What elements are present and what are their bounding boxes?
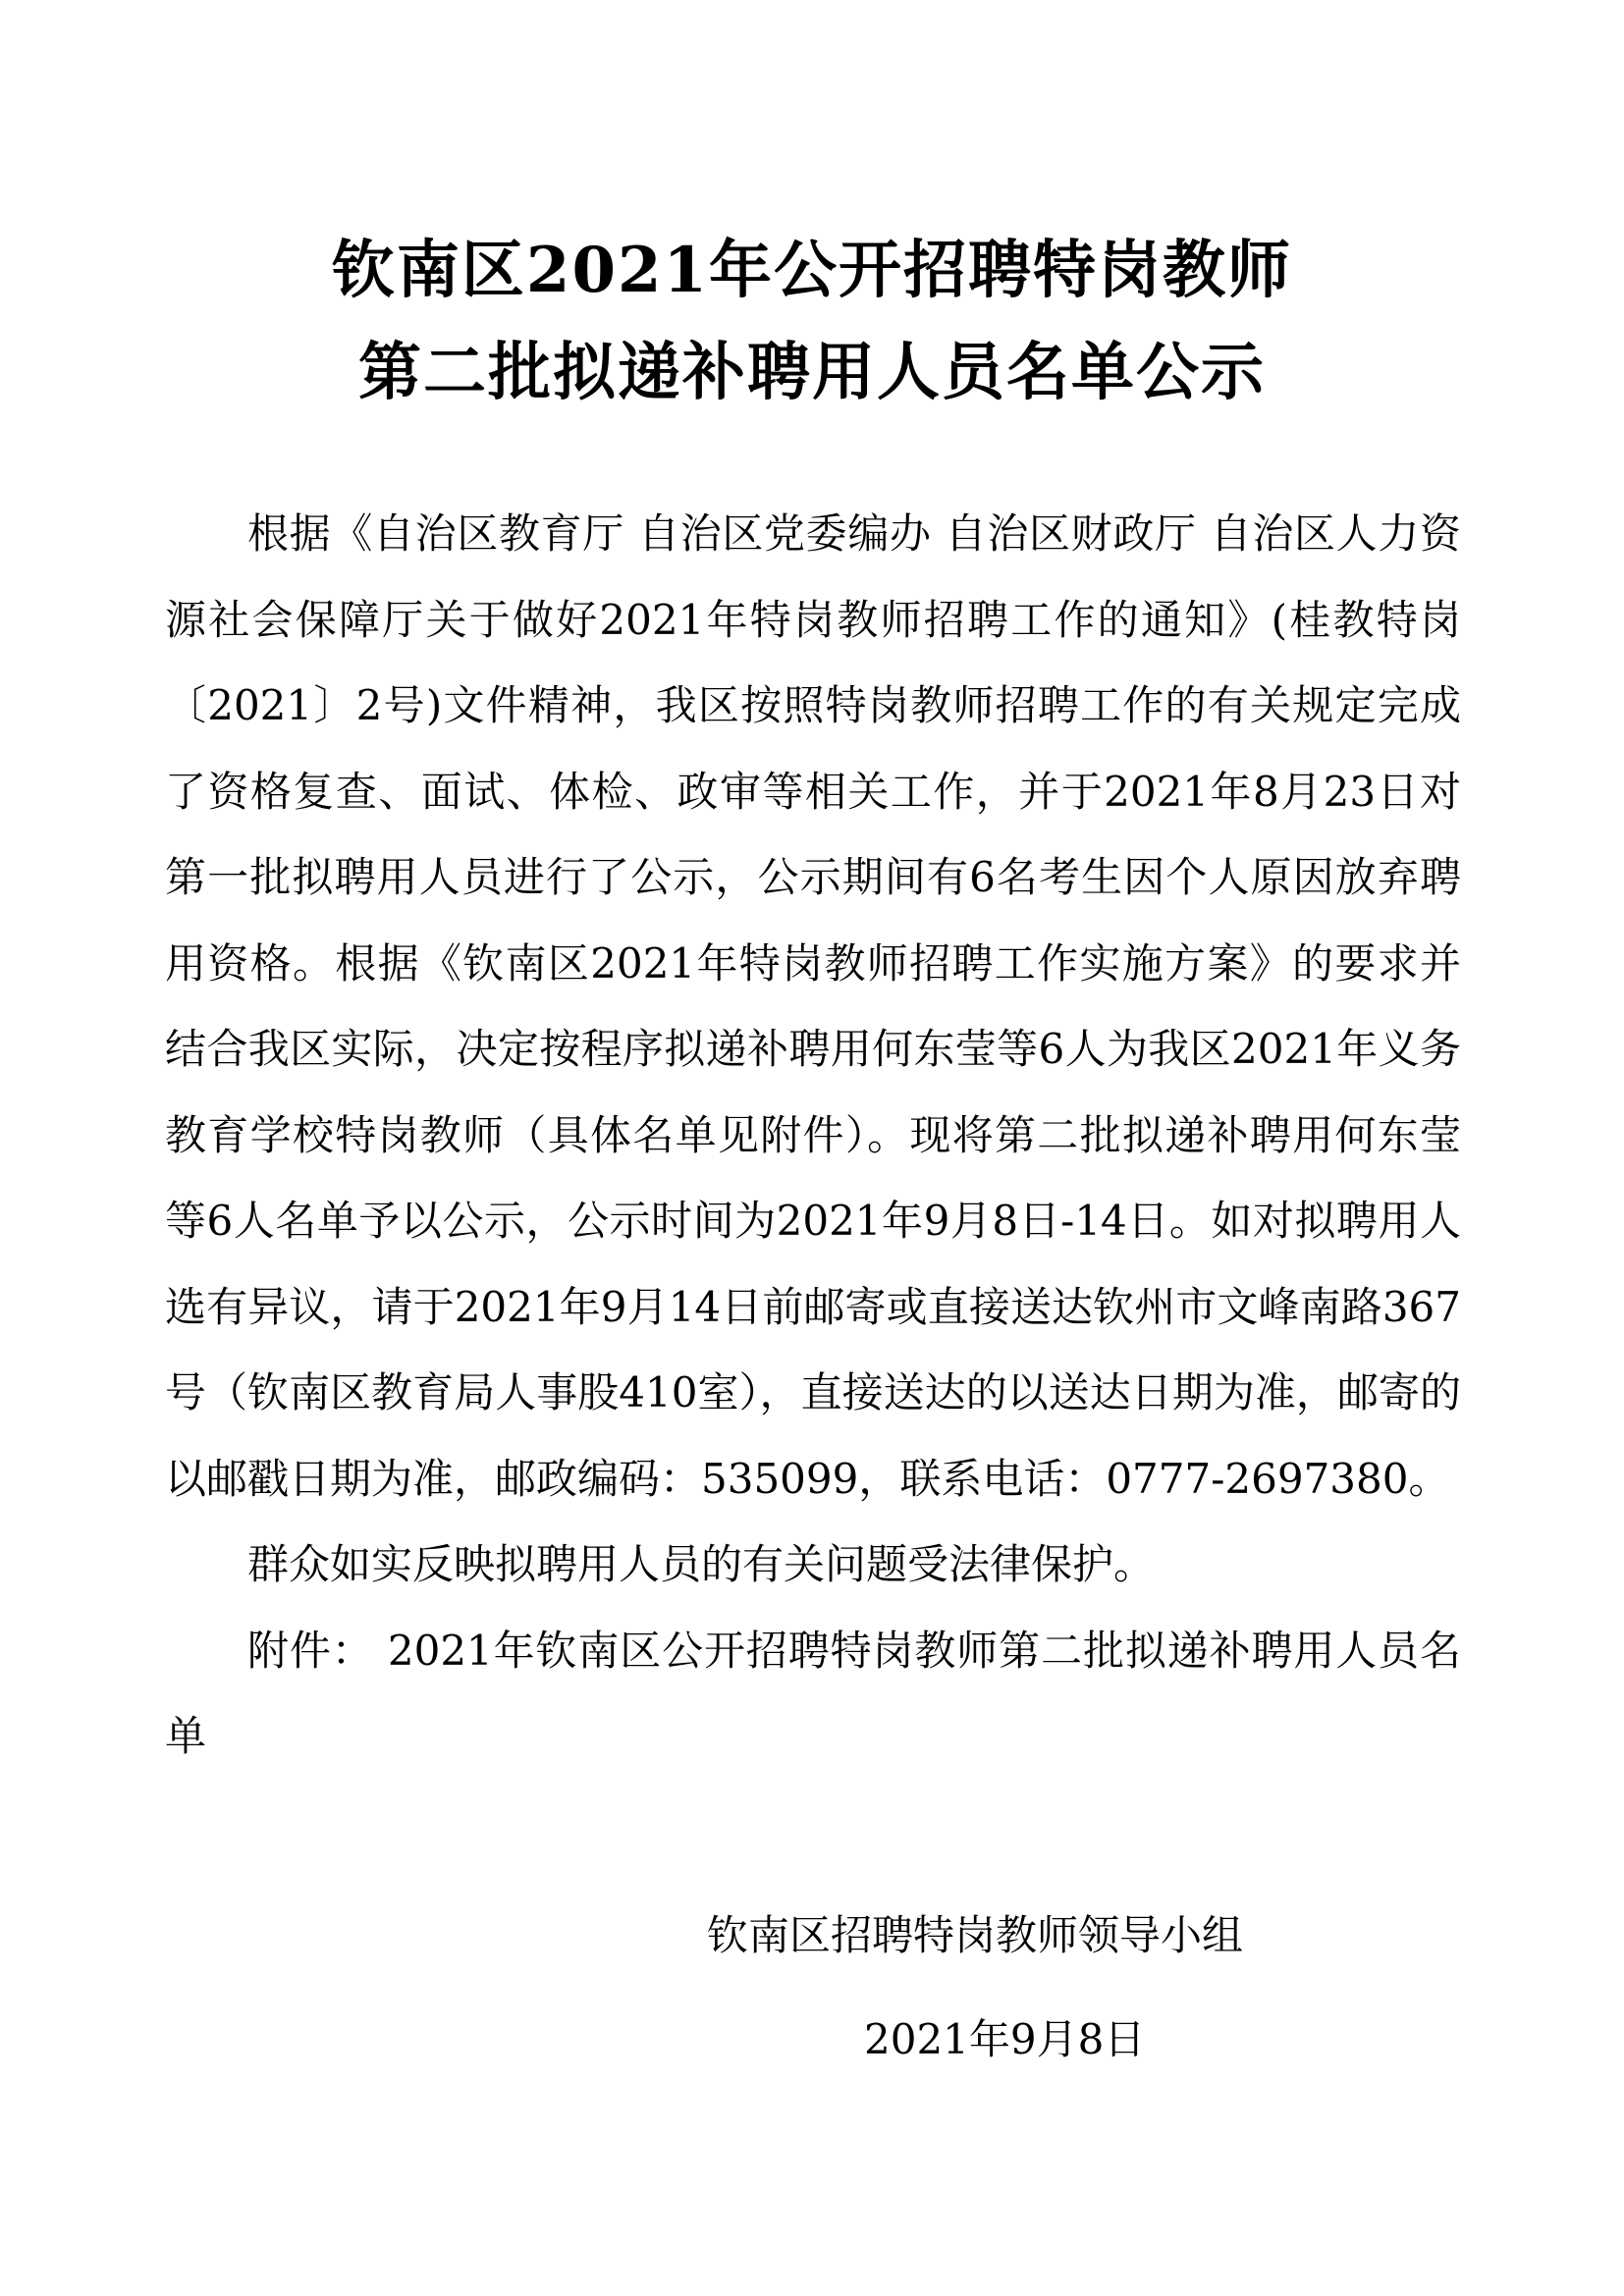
body-paragraph-main: 根据《自治区教育厅 自治区党委编办 自治区财政厅 自治区人力资源社会保障厅关于做好2021年特岗教师招聘工作的通知》(桂教特岗〔2021〕2号)文件精神，我区按照特岗教师招聘工作的有关规定完成了资格复查、面试、体检、政审等相关工作，并于2021年8月23日对第一批拟聘用人员进行了公示，公示期间有6名考生因个人原因放弃聘用资格。根据《钦南区2021年特岗教师招聘工作实施方案》的要求并结合我区实际，决定按程序拟递补聘用何东莹等6人为我区2021年义务教育学校特岗教师（具体名单见附件）。现将第二批拟递补聘用何东莹等6人名单予以公示，公示时间为2021年9月8日-14日。如对拟聘用人选有异议，请于2021年9月14日前邮寄或直接送达钦州市文峰南路367号（钦南区教育局人事股410室），直接送达的以送达日期为准，邮寄的以邮戳日期为准，邮政编码：535099，联系电话：0777-2697380。	[165, 509, 1461, 1503]
issue-date: 2021年9月8日	[864, 2015, 1146, 2063]
body-paragraph-protection: 群众如实反映拟聘用人员的有关问题受法律保护。	[247, 1540, 1156, 1588]
document-title-line2: 第二批拟递补聘用人员名单公示	[358, 336, 1266, 409]
body-paragraph-attachment: 附件： 2021年钦南区公开招聘特岗教师第二批拟递补聘用人员名单	[165, 1626, 1461, 1760]
issuer-signature: 钦南区招聘特岗教师领导小组	[707, 1911, 1244, 1959]
document-body	[165, 491, 1461, 1780]
document-title-line1: 钦南区2021年公开招聘特岗教师	[331, 234, 1293, 307]
